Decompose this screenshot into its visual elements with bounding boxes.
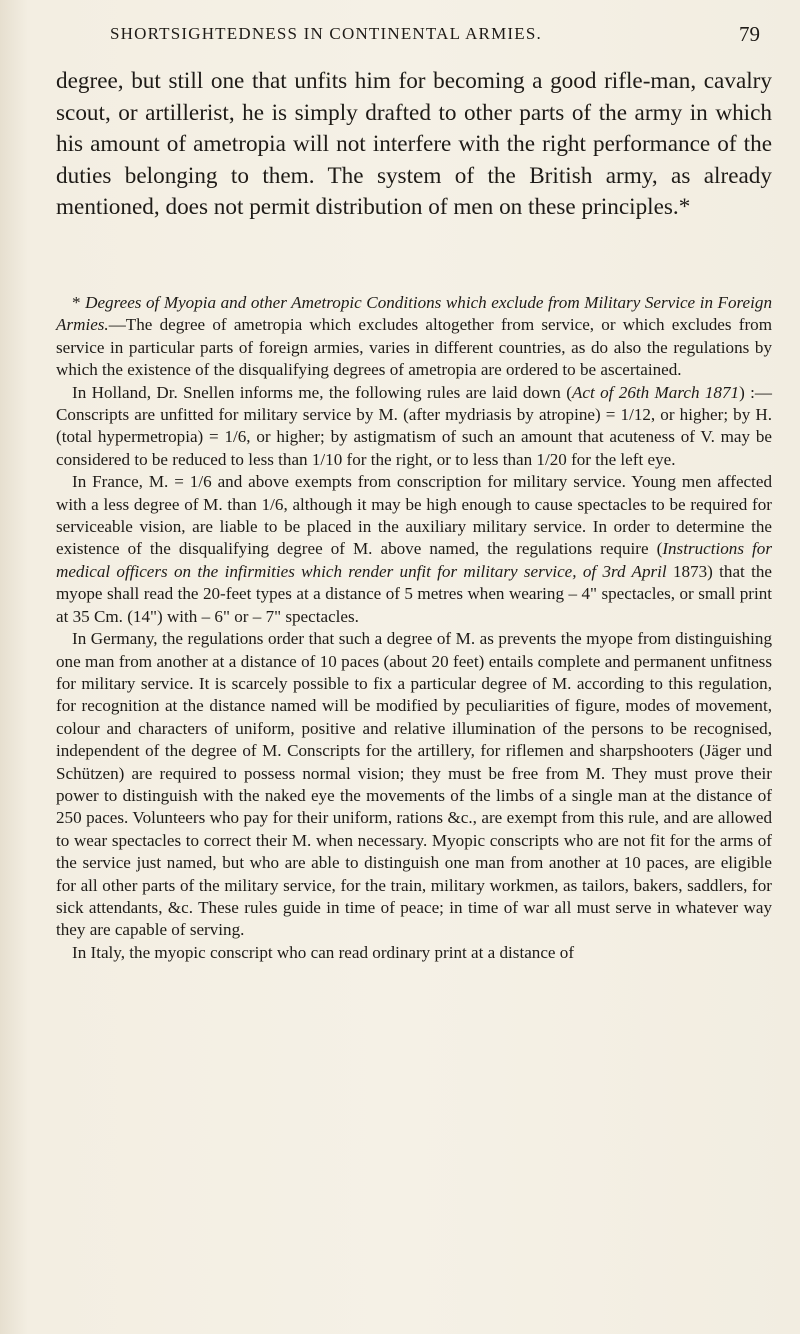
footnote — [56, 292, 772, 964]
footnote-holland: In Holland, Dr. Snellen informs me, the following rules are laid down (Act of 26th March 1871) :—Conscripts are unfitted for military service by M. (after mydriasis by atropine) = 1/12, or higher; by H. (total hypermetropia) = 1/6, or higher; by astigmatism of such an amount that acuteness of V. may be considered to be reduced to less than 1/10 for the right, or to less than 1/20 for the left eye. — [56, 382, 772, 469]
footnote-intro: —The degree of ametropia which excludes altogether from service, or which excludes from service in particular parts of foreign armies, varies in different countries, as do also the regulations by which the existence of the disqualifying degrees of ametropia are ordered to be ascertained. — [56, 315, 772, 380]
footnote-title: Degrees of Myopia and other Ametropic Conditions which exclude from Military Service in Foreign Armies. — [56, 293, 772, 335]
footnote-france: In France, M. = 1/6 and above exempts from conscription for military service. Young men affected with a less degree of M. than 1/6, although it may be high enough to cause spectacles to be required for serviceable vision, are liable to be placed in the auxiliary military service. In order to determine the existence of the disqualifying degree of M. above named, the regulations require (Instructions for medical officers on the infirmities which render unfit for military service, of 3rd April 1873) that the myope shall read the 20-feet types at a distance of 5 metres when wearing – 4" spectacles, or small print at 35 Cm. (14") with – 6" or – 7" spectacles. — [56, 472, 772, 626]
running-header — [110, 24, 760, 54]
body-paragraph: degree, but still one that unfits him for becoming a good rifle-man, cavalry scout, or artillerist, he is simply drafted to other parts of the army in which his amount of ametropia will not interfere with the right performance of the duties belonging to them. The system of the British army, as already mentioned, does not permit distribution of men on these principles.* — [56, 68, 772, 221]
footnote-intro-paragraph — [56, 292, 772, 382]
running-title: SHORTSIGHTEDNESS IN CONTINENTAL ARMIES. — [110, 24, 542, 43]
holland-act-citation: Act of 26th March 1871 — [571, 382, 740, 402]
body-text — [56, 66, 772, 224]
footnote-marker: * — [72, 293, 81, 312]
footnote-germany: In Germany, the regulations order that such a degree of M. as prevents the myope from distinguishing one man from another at a distance of 10 paces (about 20 feet) entails complete and permanent unfitness for military service. It is scarcely possible to fix a particular degree of M. according to this regulation, for recognition at the distance named will be modified by peculiarities of figure, modes of movement, colour and characters of uniform, positive and relative illumination of the persons to be recognised, independent of the degree of M. Conscripts for the artillery, for riflemen and sharpshooters (Jäger und Schützen) are required to possess normal vision; they must be free from M. They must prove their power to distinguish with the naked eye the movements of the limbs of a single man at the distance of 250 paces. Volunteers who pay for their uniform, rations &c., are exempt from this rule, and are allowed to wear spectacles to correct their M. when necessary. Myopic conscripts who are not fit for the arms of the service just named, but who are able to distinguish one man from another at 10 paces, are eligible for all other parts of the military service, for the train, military workmen, as tailors, bakers, saddlers, for sick attendants, &c. These rules guide in time of peace; in time of war all must serve in whatever way they are capable of serving. — [56, 629, 772, 940]
france-instructions-citation: Instructions for medical officers on the infirmities which render unfit for military service, of 3rd April — [56, 539, 772, 581]
page-number: 79 — [739, 22, 760, 46]
footnote-italy: In Italy, the myopic conscript who can read ordinary print at a distance of — [72, 942, 575, 962]
